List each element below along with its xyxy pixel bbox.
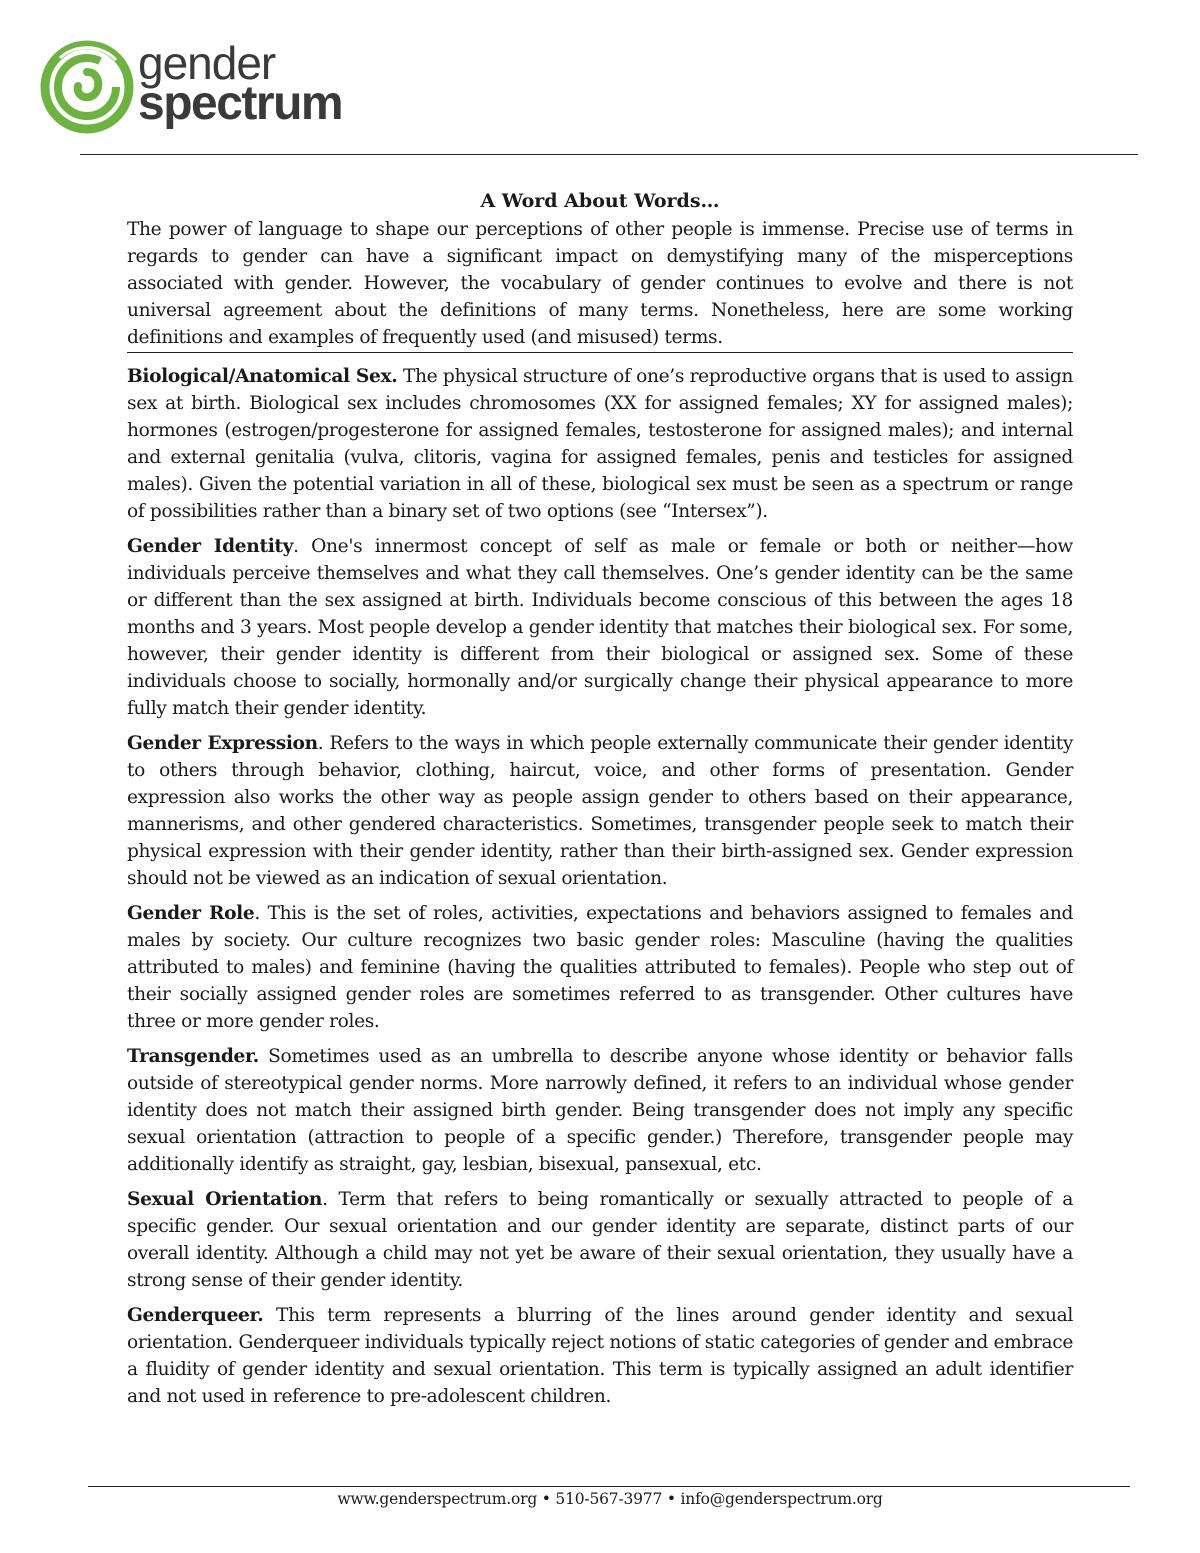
term-biological-sex [127,363,1073,525]
logo-wordmark [138,37,343,130]
term-definition: Sometimes used as an umbrella to describe anyone whose identity or behavior falls outside of stereotypical gender norms. More narrowly defined, it refers to an individual whose gender identity does not match their assigned birth gender. Being transgender does not imply any specific sexual orientation (attraction to people of a specific gender.) Therefore, transgender people may additionally identify as straight, gay, lesbian, bisexual, pansexual, etc. [127,1046,1073,1175]
term-definition: . Refers to the ways in which people externally communicate their gender identity to others through behavior, clothing, haircut, voice, and other forms of presentation. Gender expression also works the other way as people assign gender to others based on their appearance, mannerisms, and other gendered characteristics. Sometimes, transgender people seek to match their physical expression with their gender identity, rather than their birth-assigned sex. Gender expression should not be viewed as an indication of sexual orientation. [127,733,1074,889]
term-name: Transgender. [127,1046,259,1067]
logo-word-gender: gender [138,37,276,89]
term-gender-identity [127,533,1073,722]
term-transgender [127,1043,1073,1178]
term-name: Gender Role [127,903,255,924]
term-definition: . This is the set of roles, activities, expectations and behaviors assigned to females and males by society. Our culture recognizes two basic gender roles: Masculine (having the qualities attributed to males) and feminine (having the qualities attributed to females). People who step out of their socially assigned gender roles are sometimes referred to as transgender. Other cultures have three or more gender roles. [127,903,1073,1032]
term-definition: The physical structure of one’s reproductive organs that is used to assign sex at birth. Biological sex includes chromosomes (XX for assigned females; XY for assigned males); hormones (estrogen/progesterone for assigned females, testosterone for assigned males); and internal and external genitalia (vulva, clitoris, vagina for assigned females, penis and testicles for assigned males). Given the potential variation in all of these, biological sex must be seen as a spectrum or range of possibilities rather than a binary set of two options (see “Intersex”). [127,366,1074,522]
footer-contact: www.genderspectrum.org • 510-567-3977 • info@genderspectrum.org [337,1490,883,1508]
intro-paragraph: The power of language to shape our perceptions of other people is immense. Precise use of terms in regards to gender can have a significant impact on demystifying many of the misperceptions associated with gender. However, the vocabulary of gender continues to evolve and there is not universal agreement about the definitions of many terms. Nonetheless, here are some working definitions and examples of frequently used (and misused) terms. [127,216,1073,353]
logo-word-spectrum: spectrum [138,77,343,130]
term-definition: This term represents a blurring of the lines around gender identity and sexual orientation. Genderqueer individuals typically reject notions of static categories of gender and embrace a fluidity of gender identity and sexual orientation. This term is typically assigned an adult identifier and not used in reference to pre-adolescent children. [127,1305,1073,1407]
term-definition: . Term that refers to being romantically or sexually attracted to people of a specific gender. Our sexual orientation and our gender identity are separate, distinct parts of our overall identity. Although a child may not yet be aware of their sexual orientation, they usually have a strong sense of their gender identity. [127,1189,1073,1291]
term-gender-expression [127,730,1073,892]
term-definition: . One's innermost concept of self as male or female or both or neither—how individuals perceive themselves and what they call themselves. One’s gender identity can be the same or different than the sex assigned at birth. Individuals become conscious of this between the ages 18 months and 3 years. Most people develop a gender identity that matches their biological sex. For some, however, their gender identity is different from their biological or assigned sex. Some of these individuals choose to socially, hormonally and/or surgically change their physical appearance to more fully match their gender identity. [127,536,1073,719]
term-name: Gender Expression [127,733,318,754]
document-body [127,186,1073,1418]
term-gender-role [127,900,1073,1035]
term-name: Biological/Anatomical Sex. [127,366,398,387]
term-genderqueer [127,1302,1073,1410]
term-name: Gender Identity [127,536,294,557]
footer-divider [88,1486,1130,1487]
header-divider [80,154,1138,155]
spiral-logo-icon [40,38,136,138]
term-name: Sexual Orientation [127,1189,323,1210]
term-sexual-orientation [127,1186,1073,1294]
document-title: A Word About Words… [480,190,720,212]
term-name: Genderqueer. [127,1305,264,1326]
gender-spectrum-logo [40,38,370,138]
